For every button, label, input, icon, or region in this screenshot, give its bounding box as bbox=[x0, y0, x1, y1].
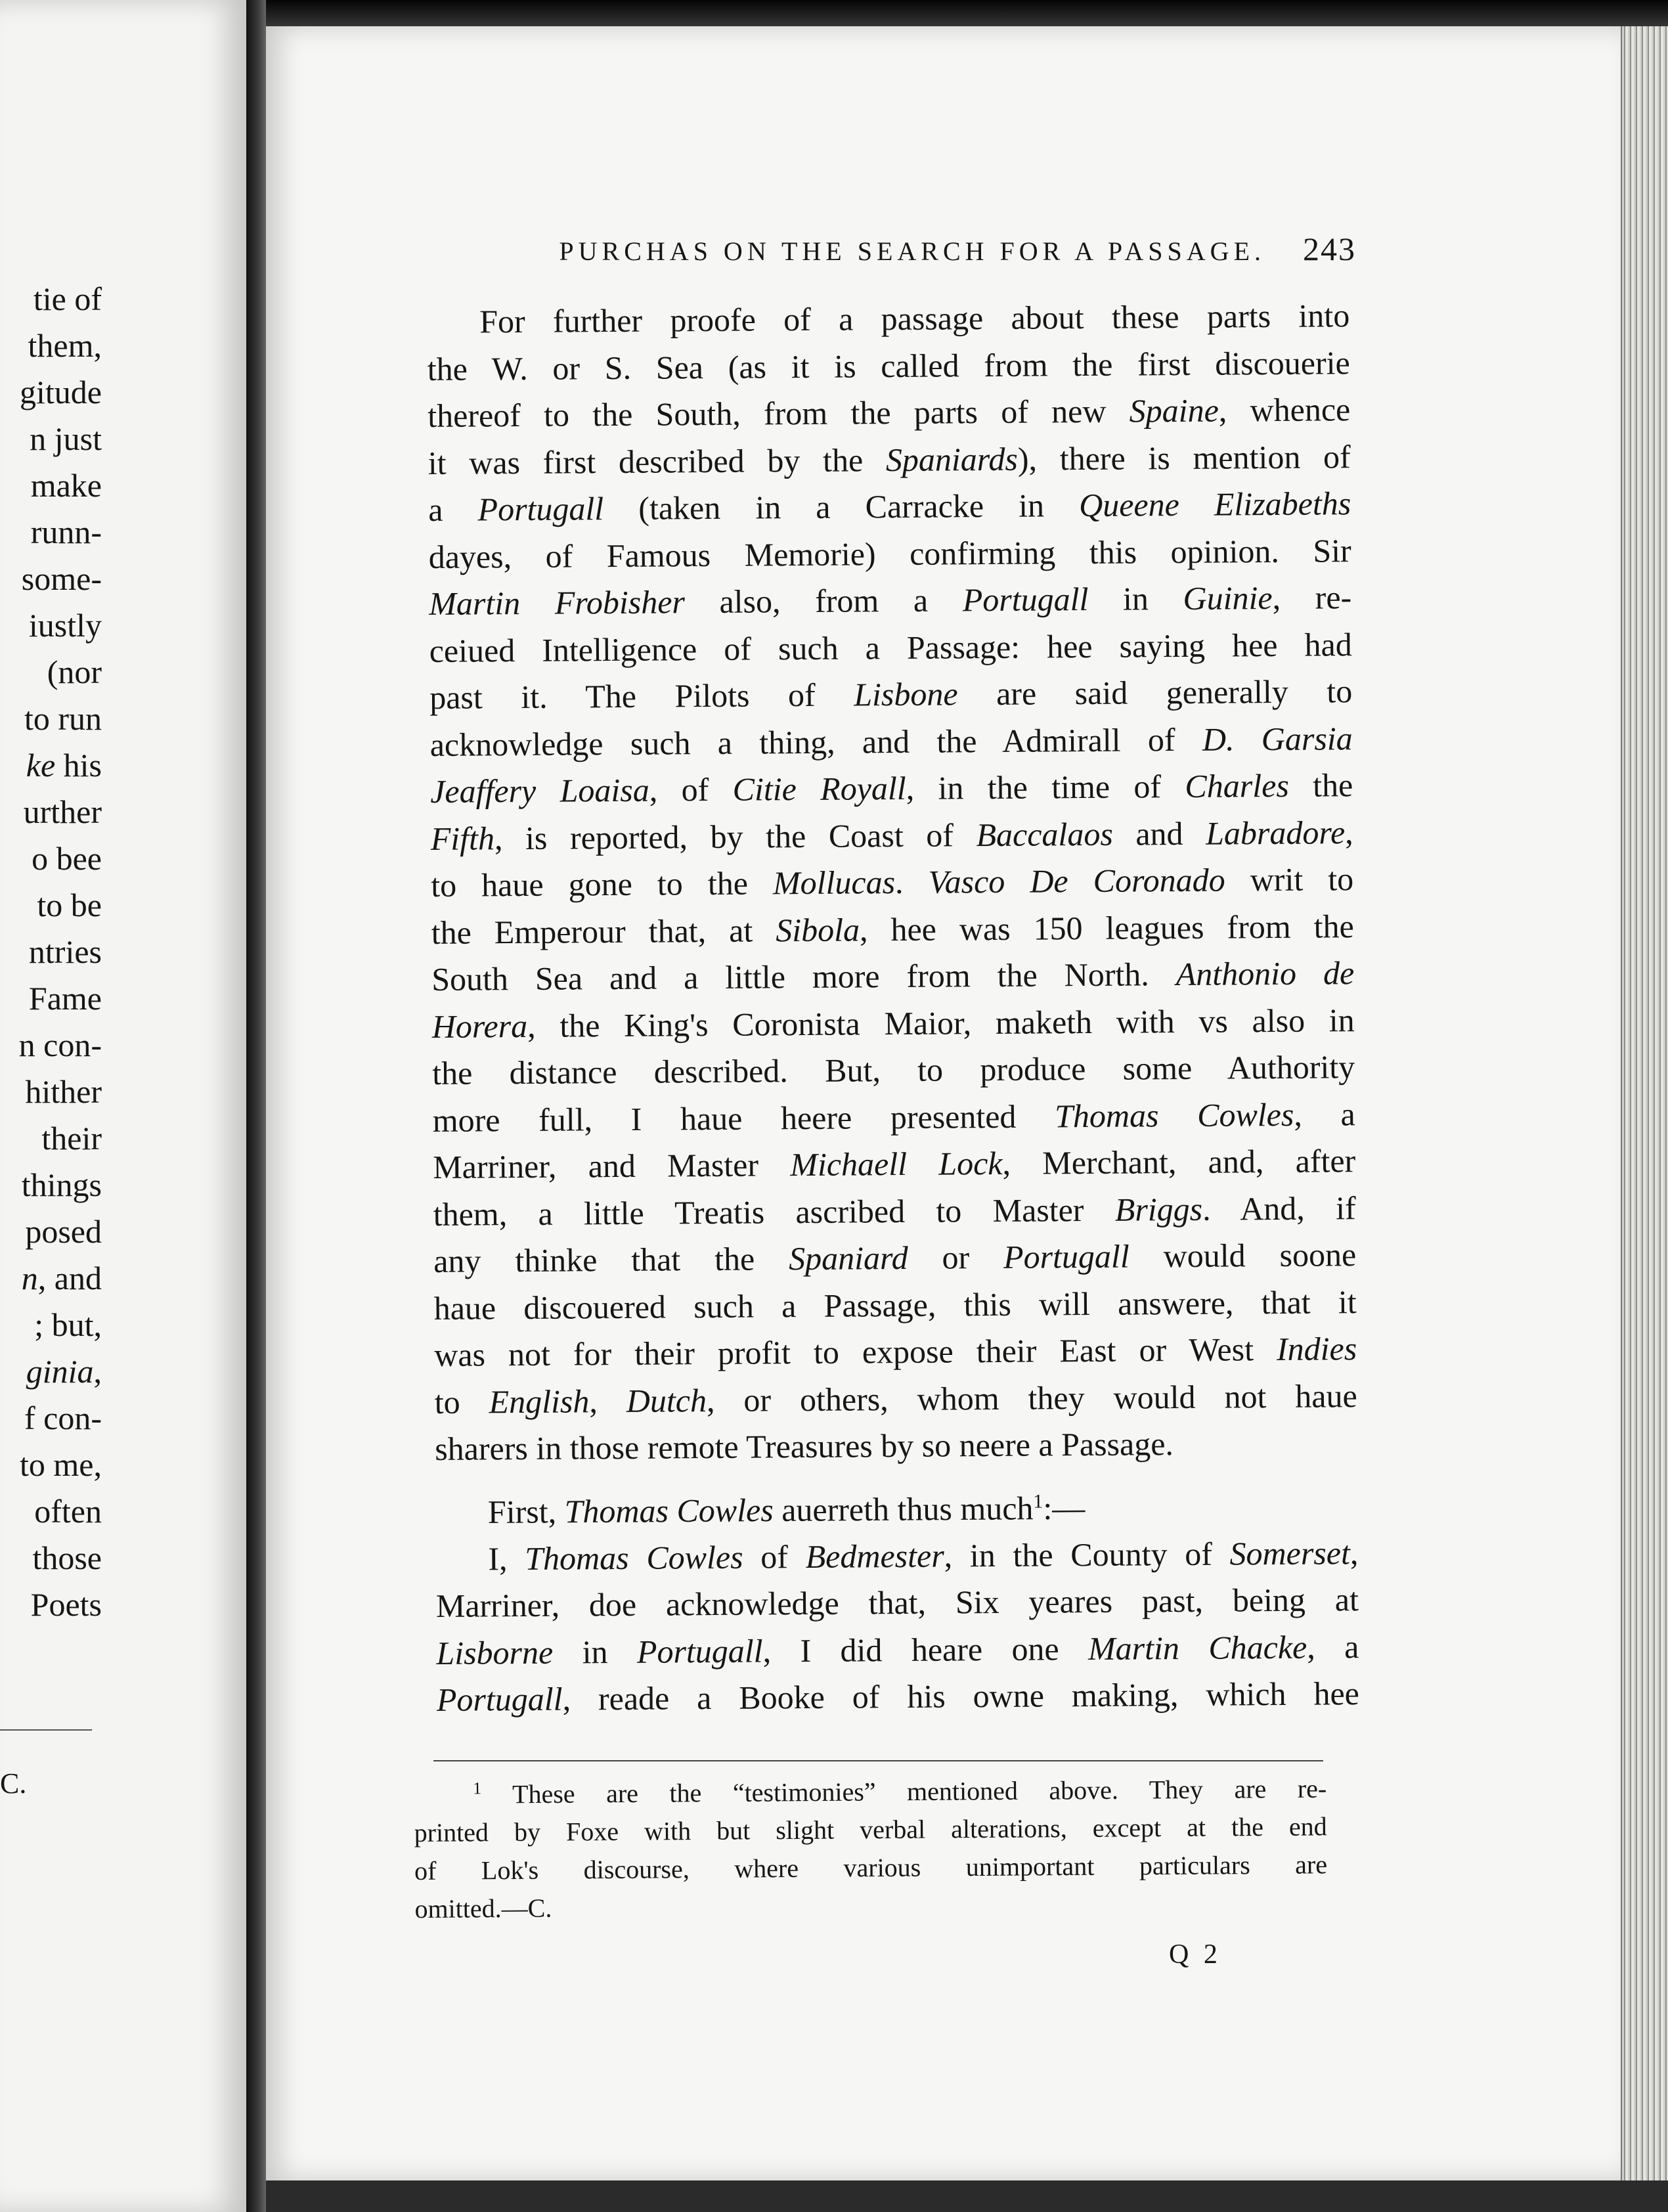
body-line: dayes, of Famous Memorie) confirming this opinion. Sir bbox=[428, 531, 1351, 575]
body-line: it was first described by the Spaniards), there is mention of bbox=[428, 437, 1351, 481]
top-edge-shadow bbox=[266, 0, 1668, 29]
body-line: Martin Frobisher also, from a Portugall in Guinie, re- bbox=[429, 579, 1352, 622]
body-line: Fifth, is reported, by the Coast of Baccalaos and Labradore, bbox=[430, 813, 1353, 857]
left-page-line: gitude bbox=[20, 374, 102, 410]
left-page-line: o bee bbox=[32, 840, 102, 877]
left-page-line: urther bbox=[23, 793, 102, 830]
body-line: thereof to the South, from the parts of new Spaine, whence bbox=[428, 391, 1351, 434]
left-page-line: to me, bbox=[20, 1446, 102, 1483]
footnote bbox=[414, 1763, 1328, 1928]
left-footnote-fragment: C. bbox=[0, 1767, 27, 1800]
left-footnote-rule bbox=[0, 1729, 92, 1731]
left-page-line: runn- bbox=[30, 514, 102, 550]
testimony-line: Lisborne in Portugall, I did heare one Martin Chacke, a bbox=[436, 1627, 1359, 1671]
body-line: past it. The Pilots of Lisbone are said generally to bbox=[429, 673, 1353, 716]
left-page-line: to run bbox=[24, 700, 102, 737]
left-page-line: things bbox=[21, 1166, 102, 1203]
left-page-line: ke his bbox=[26, 747, 102, 784]
facing-page-left bbox=[0, 0, 250, 2212]
footnote-line: of Lok's discourse, where various unimportant particulars are bbox=[414, 1849, 1328, 1886]
left-page-line: (nor bbox=[47, 653, 102, 690]
body-line: For further proofe of a passage about these parts into bbox=[479, 297, 1350, 340]
left-page-line: iustly bbox=[28, 607, 102, 644]
left-page-line: often bbox=[34, 1493, 102, 1530]
body-line: to English, Dutch, or others, whom they would not haue bbox=[434, 1377, 1357, 1421]
body-line: Marriner, and Master Michaell Lock, Merchant, and, after bbox=[433, 1142, 1356, 1185]
signature-mark: Q 2 bbox=[1169, 1939, 1221, 1970]
body-line: acknowledge such a thing, and the Admirall of D. Garsia bbox=[429, 719, 1353, 763]
paragraph-cowles-intro: First, Thomas Cowles auerreth thus much$^1$:— bbox=[487, 1489, 1086, 1530]
page-block-edges bbox=[1621, 26, 1668, 2180]
body-line: more full, I haue heere presented Thomas Cowles, a bbox=[432, 1095, 1355, 1139]
left-page-line: their bbox=[41, 1120, 102, 1157]
left-page-line: make bbox=[30, 467, 102, 504]
body-line: ceiued Intelligence of such a Passage: hee saying hee had bbox=[429, 625, 1352, 669]
body-line: to haue gone to the Mollucas. Vasco De Coronado writ to bbox=[431, 860, 1354, 904]
book-gutter bbox=[246, 0, 266, 2212]
body-line: the Emperour that, at Sibola, hee was 150 leagues from the bbox=[431, 907, 1354, 951]
left-page-line: ; but, bbox=[34, 1306, 102, 1343]
left-page-line: ntries bbox=[28, 933, 102, 970]
testimony-line: I, Thomas Cowles of Bedmester, in the County of Somerset, bbox=[488, 1534, 1359, 1578]
body-line: South Sea and a little more from the North. Anthonio de bbox=[431, 954, 1355, 998]
left-page-line: some- bbox=[21, 560, 102, 597]
left-page-line: tie of bbox=[33, 280, 102, 317]
footnote-line: omitted.—C. bbox=[414, 1893, 552, 1924]
left-page-line: n con- bbox=[18, 1027, 102, 1063]
left-page-line: Fame bbox=[28, 980, 102, 1017]
body-line: the W. or S. Sea (as it is called from the first discouerie bbox=[427, 343, 1350, 387]
body-line: a Portugall (taken in a Carracke in Queene Elizabeths bbox=[428, 485, 1351, 528]
page-number: 243 bbox=[1303, 231, 1356, 267]
body-line: haue discouered such a Passage, this will answere, that it bbox=[433, 1283, 1357, 1327]
testimony-line: Portugall, reade a Booke of his owne making, which hee bbox=[436, 1675, 1360, 1719]
left-page-line: ginia, bbox=[26, 1353, 102, 1390]
body-line: Jeaffery Loaisa, of Citie Royall, in the time of Charles the bbox=[430, 766, 1353, 810]
footnote-line: printed by Foxe with but slight verbal alterations, except at the end bbox=[414, 1811, 1327, 1848]
body-line: sharers in those remote Treasures by so neere a Passage. bbox=[435, 1425, 1174, 1467]
footnote-rule bbox=[433, 1760, 1323, 1761]
body-line: Horera, the King's Coronista Maior, maketh with vs also in bbox=[431, 1001, 1355, 1045]
testimony-line: Marriner, doe acknowledge that, Six yeares past, being at bbox=[435, 1581, 1359, 1625]
body-line: them, a little Treatis ascribed to Master Briggs. And, if bbox=[433, 1189, 1356, 1233]
body-line: the distance described. But, to produce some Authority bbox=[432, 1048, 1355, 1092]
footnote-line: $^1$ These are the “testimonies” mentioned above. They are re- bbox=[473, 1773, 1327, 1809]
body-text bbox=[427, 292, 1359, 1723]
left-page-line: them, bbox=[28, 327, 102, 364]
running-head-title: PURCHAS ON THE SEARCH FOR A PASSAGE. bbox=[559, 236, 1265, 266]
left-page-line: n, and bbox=[21, 1260, 102, 1296]
body-line: was not for their profit to expose their East or West Indies bbox=[434, 1330, 1357, 1373]
body-line: any thinke that the Spaniard or Portugall would soone bbox=[433, 1236, 1357, 1279]
left-page-line: those bbox=[32, 1539, 102, 1576]
left-page-line: to be bbox=[37, 887, 102, 923]
left-page-line: Poets bbox=[30, 1586, 102, 1623]
running-head bbox=[266, 230, 1356, 268]
left-page-line: hither bbox=[25, 1073, 102, 1110]
left-page-line: posed bbox=[25, 1213, 102, 1250]
left-page-line: n just bbox=[30, 420, 102, 457]
left-page-line: f con- bbox=[24, 1400, 102, 1436]
